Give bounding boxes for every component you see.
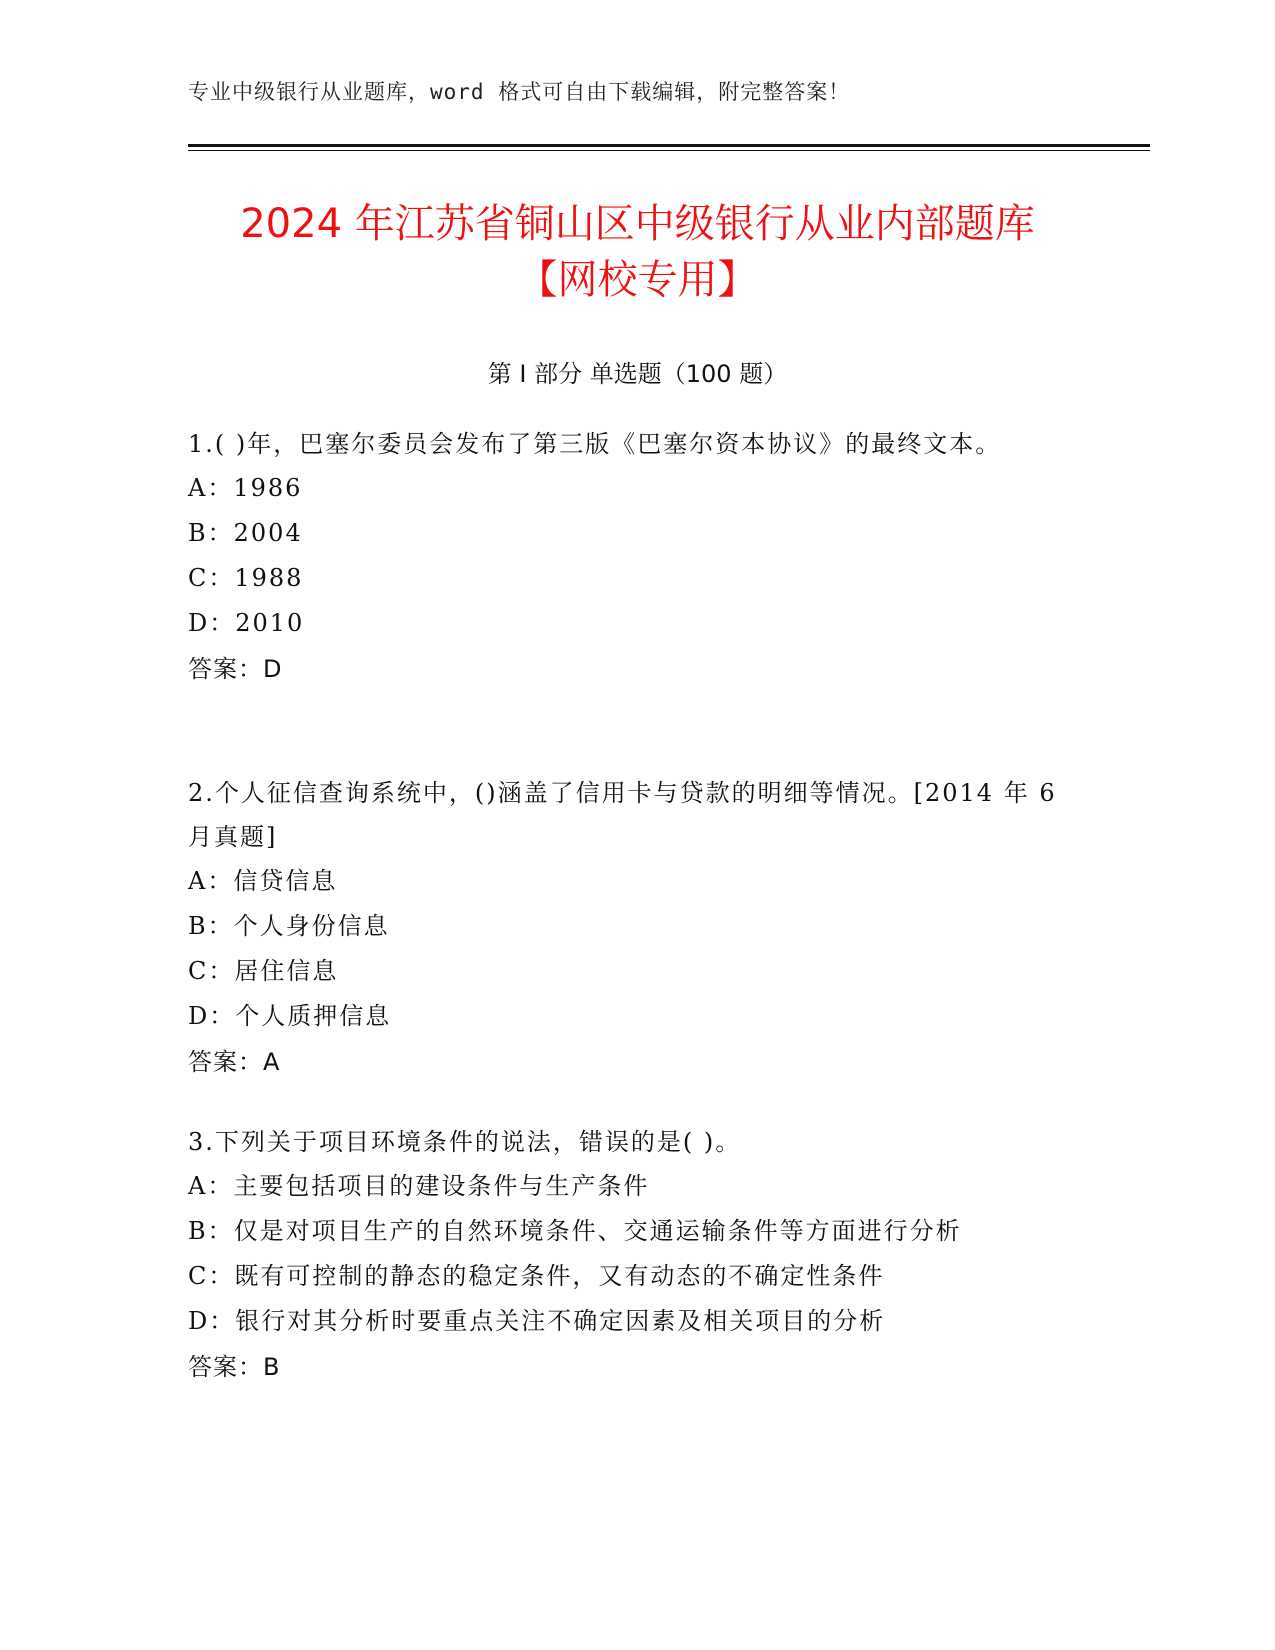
- option-a: A：信贷信息: [188, 867, 338, 895]
- option-d: D：2010: [188, 609, 305, 637]
- header-rule-thin: [188, 150, 1150, 151]
- question-3: [188, 1120, 1088, 1390]
- question-text: 2.个人征信查询系统中，()涵盖了信用卡与贷款的明细等情况。[2014 年 6 月真题]: [188, 779, 1057, 851]
- title-line-2: 【网校专用】: [517, 257, 758, 303]
- section-heading: 第 I 部分 单选题（100 题）: [487, 360, 788, 388]
- option-c: C：1988: [188, 564, 304, 592]
- header-note: 专业中级银行从业题库，word 格式可自由下载编辑，附完整答案！: [188, 80, 851, 104]
- option-b: B：仅是对项目生产的自然环境条件、交通运输条件等方面进行分析: [188, 1217, 962, 1245]
- question-text: 3.下列关于项目环境条件的说法，错误的是( )。: [188, 1128, 742, 1156]
- option-b: B：2004: [188, 519, 303, 547]
- option-d: D：银行对其分析时要重点关注不确定因素及相关项目的分析: [188, 1307, 886, 1335]
- question-2: [188, 771, 1088, 1085]
- option-c: C：居住信息: [188, 957, 339, 985]
- answer: 答案：A: [188, 1048, 281, 1076]
- title-line-1: 2024 年江苏省铜山区中级银行从业内部题库: [240, 201, 1035, 247]
- option-c: C：既有可控制的静态的稳定条件，又有动态的不确定性条件: [188, 1262, 885, 1290]
- option-a: A：主要包括项目的建设条件与生产条件: [188, 1172, 650, 1200]
- question-1: [188, 422, 1088, 692]
- question-text: 1.( )年，巴塞尔委员会发布了第三版《巴塞尔资本协议》的最终文本。: [188, 430, 1002, 458]
- header-rule-thick: [188, 144, 1150, 147]
- option-d: D：个人质押信息: [188, 1002, 392, 1030]
- option-b: B：个人身份信息: [188, 912, 390, 940]
- document-title: [150, 196, 1125, 308]
- answer: 答案：D: [188, 655, 283, 683]
- option-a: A：1986: [188, 474, 303, 502]
- answer: 答案：B: [188, 1353, 281, 1381]
